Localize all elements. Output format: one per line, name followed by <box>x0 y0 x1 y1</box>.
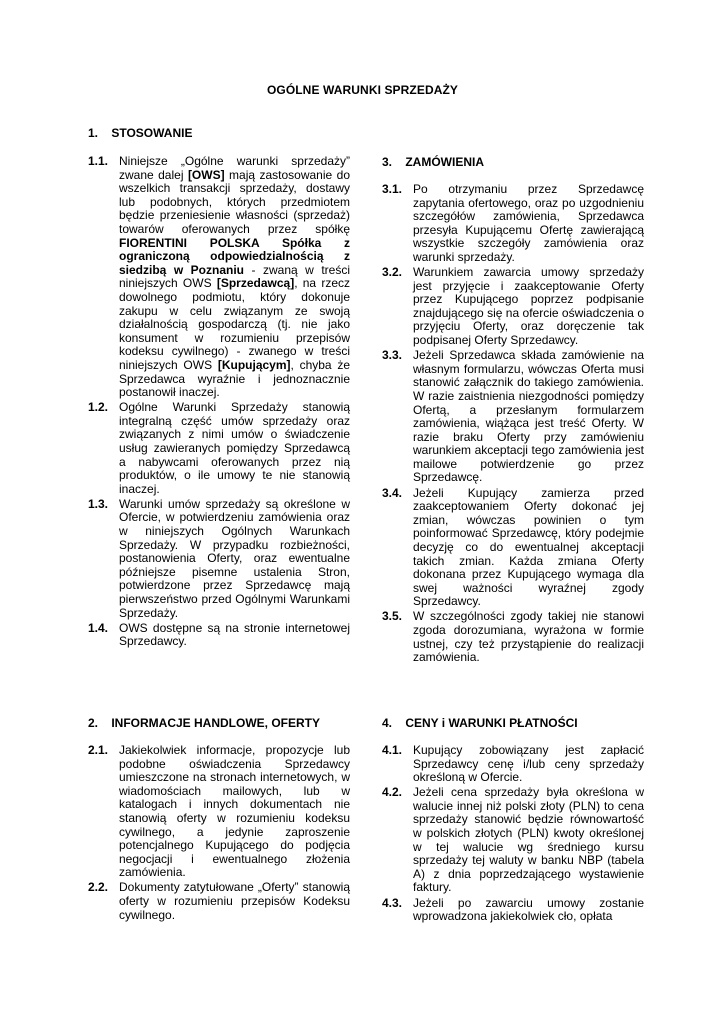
clause-text-part: , chyba że Sprzedawca wyraźnie i jednoznacznie postanowił inaczej. <box>119 357 351 400</box>
section-2-heading <box>88 716 320 730</box>
clause-text: Jeżeli Sprzedawca składa zamówienie na własnym formularzu, wówczas Oferta musi stanowić załącznik do takiego zamówienia. W razie zaistnienia niezgodności pomiędzy Ofertą, a przesłanym formularzem zamówienia, wiążąca jest treść Oferty. W razie braku Oferty przy zamówieniu warunkiem akceptacji tego zamówienia jest mailowe potwierdzenie go przez Sprzedawcę. <box>413 348 644 485</box>
clause-3-2 <box>382 266 644 348</box>
clause-text: Jeżeli cena sprzedaży była określona w walucie innej niż polski złoty (PLN) to cena sprzedaży stanowić będzie równowartość w polskich złotych (PLN) kwoty określonej w tej walucie wg średniego kursu sprzedaży tej waluty w banku NBP (tabela A) z dnia poprzedzającego wystawienie faktury. <box>413 785 644 895</box>
clause-text: Dokumenty zatytułowane „Oferty” stanowią oferty w rozumieniu przepisów Kodeksu cywilnego. <box>119 880 350 922</box>
clause-text: OWS dostępne są na stronie internetowej Sprzedawcy. <box>119 620 350 649</box>
section-title: INFORMACJE HANDLOWE, OFERTY <box>111 716 321 730</box>
clause-number: 3.5. <box>382 609 403 624</box>
clause-text-part: - zwaną w treści niniejszych OWS <box>119 262 351 291</box>
section-number: 2. <box>88 716 99 730</box>
defined-term-seller: [Sprzedawcą] <box>216 276 295 291</box>
clause-number: 4.3. <box>382 895 403 910</box>
clause-4-3 <box>382 897 644 924</box>
clause-text-part: Niniejsze „Ogólne warunki sprzedaży” zwane dalej <box>119 154 350 182</box>
clause-number: 3.3. <box>382 348 403 363</box>
section-3-items <box>382 183 644 666</box>
section-4-heading <box>382 716 578 730</box>
clause-number: 4.2. <box>382 785 403 800</box>
clause-number: 3.4. <box>382 485 403 500</box>
clause-number: 4.1. <box>382 743 403 757</box>
clause-4-1 <box>382 744 644 785</box>
clause-text: W szczególności zgody takiej nie stanowi zgoda dorozumiana, wyrażona w formie ustnej, czy też przystąpienie do realizacji zamówienia. <box>413 609 644 665</box>
defined-term-buyer: [Kupującym] <box>217 357 291 372</box>
section-title: ZAMÓWIENIA <box>405 155 484 169</box>
clause-number: 3.1. <box>382 182 403 196</box>
section-3-heading <box>382 155 484 169</box>
clause-number: 1.1. <box>88 154 109 168</box>
section-title: STOSOWANIE <box>111 126 193 140</box>
clause-text: Jakiekolwiek informacje, propozycje lub podobne oświadczenia Sprzedawcy umieszczone na stronach internetowych, w wiadomościach mailowych, lub w katalogach i innych dokumentach nie stanowią oferty w rozumieniu kodeksu cywilnego, a jedynie zaproszenie potencjalnego Kupującego do podjęcia negocjacji i ewentualnego złożenia zamówienia. <box>119 743 350 880</box>
clause-3-5 <box>382 610 644 664</box>
clause-1-1 <box>88 155 350 400</box>
section-number: 1. <box>88 126 99 140</box>
document-title: OGÓLNE WARUNKI SPRZEDAŻY <box>266 83 459 97</box>
clause-number: 1.3. <box>88 496 109 511</box>
section-2-items <box>88 744 350 924</box>
clause-text: Ogólne Warunki Sprzedaży stanowią integralną część umów sprzedaży oraz związanych z nimi umów o świadczenie usług zawieranych pomiędzy Sprzedawcą a nabywcami oferowanych przez nią produktów, o ile umowy te nie stanowią inaczej. <box>119 400 350 496</box>
company-name: FIORENTINI POLSKA Spółka z ograniczoną odpowiedzialnością z siedzibą w Poznaniu <box>119 235 350 277</box>
clause-3-3 <box>382 349 644 485</box>
clause-4-2 <box>382 786 644 895</box>
defined-term-ows: [OWS] <box>187 167 225 182</box>
clause-1-3 <box>88 498 350 620</box>
clause-1-2 <box>88 401 350 496</box>
clause-text: Kupujący zobowiązany jest zapłacić Sprzedawcy cenę i/lub ceny sprzedaży określoną w Ofercie. <box>413 743 644 785</box>
section-1-items <box>88 155 350 650</box>
section-4-items <box>382 744 644 925</box>
clause-text-part: , na rzecz dowolnego podmiotu, który dokonuje zakupu w celu związanym ze swoją działalnością gospodarczą (tj. nie jako konsument w rozumieniu przepisów kodeksu cywilnego) - zwanego w treści niniejszych OWS <box>119 276 350 372</box>
clause-3-4 <box>382 487 644 609</box>
clause-number: 2.1. <box>88 743 109 757</box>
section-number: 3. <box>382 155 393 169</box>
clause-number: 2.2. <box>88 880 109 895</box>
clause-text: Po otrzymaniu przez Sprzedawcę zapytania ofertowego, oraz po uzgodnieniu szczegółów zamówienia, Sprzedawca przesyła Kupującemu Ofertę zawierającą wszystkie szczegóły zamówienia oraz warunki sprzedaży. <box>413 182 644 264</box>
clause-text-part: mają zastosowanie do wszelkich transakcji sprzedaży, dostawy lub podobnych, których przedmiotem będzie przeniesienie własności (sprzedaż) towarów oferowanych przez spółkę <box>119 167 350 236</box>
clause-3-1 <box>382 183 644 265</box>
clause-number: 3.2. <box>382 265 403 280</box>
clause-text: Jeżeli po zawarciu umowy zostanie wprowadzona jakiekolwiek cło, opłata <box>413 895 644 924</box>
clause-text: Jeżeli Kupujący zamierza przed zaakceptowaniem Oferty dokonać jej zmian, wówczas powinien o tym poinformować Sprzedawcę, który podejmie decyzję co do ewentualnej akceptacji takich zmian. Każda zmiana Oferty dokonana przez Kupującego wymaga dla swej ważności wyraźnej zgody Sprzedawcy. <box>413 485 644 609</box>
section-1-heading <box>88 126 192 140</box>
clause-number: 1.4. <box>88 620 109 635</box>
clause-2-1 <box>88 744 350 880</box>
clause-text: Warunkiem zawarcia umowy sprzedaży jest przyjęcie i zaakceptowanie Oferty przez Kupującego poprzez podpisanie znajdującego się na ofercie oświadczenia o przyjęciu Oferty, oraz doręczenie tak podpisanej Oferty Sprzedawcy. <box>413 265 644 348</box>
section-number: 4. <box>382 716 393 730</box>
section-title: CENY i WARUNKI PŁATNOŚCI <box>405 716 578 730</box>
clause-text: Warunki umów sprzedaży są określone w Ofercie, w potwierdzeniu zamówienia oraz w niniejszych Ogólnych Warunkach Sprzedaży. W przypadku rozbieżności, postanowienia Oferty, oraz ewentualne późniejsze pisemne ustalenia Stron, potwierdzone przez Sprzedawcę mają pierwszeństwo przed Ogólnymi Warunkami Sprzedaży. <box>119 496 350 620</box>
clause-2-2 <box>88 881 350 922</box>
clause-text <box>119 155 350 400</box>
clause-number: 1.2. <box>88 400 109 415</box>
clause-1-4 <box>88 622 350 649</box>
